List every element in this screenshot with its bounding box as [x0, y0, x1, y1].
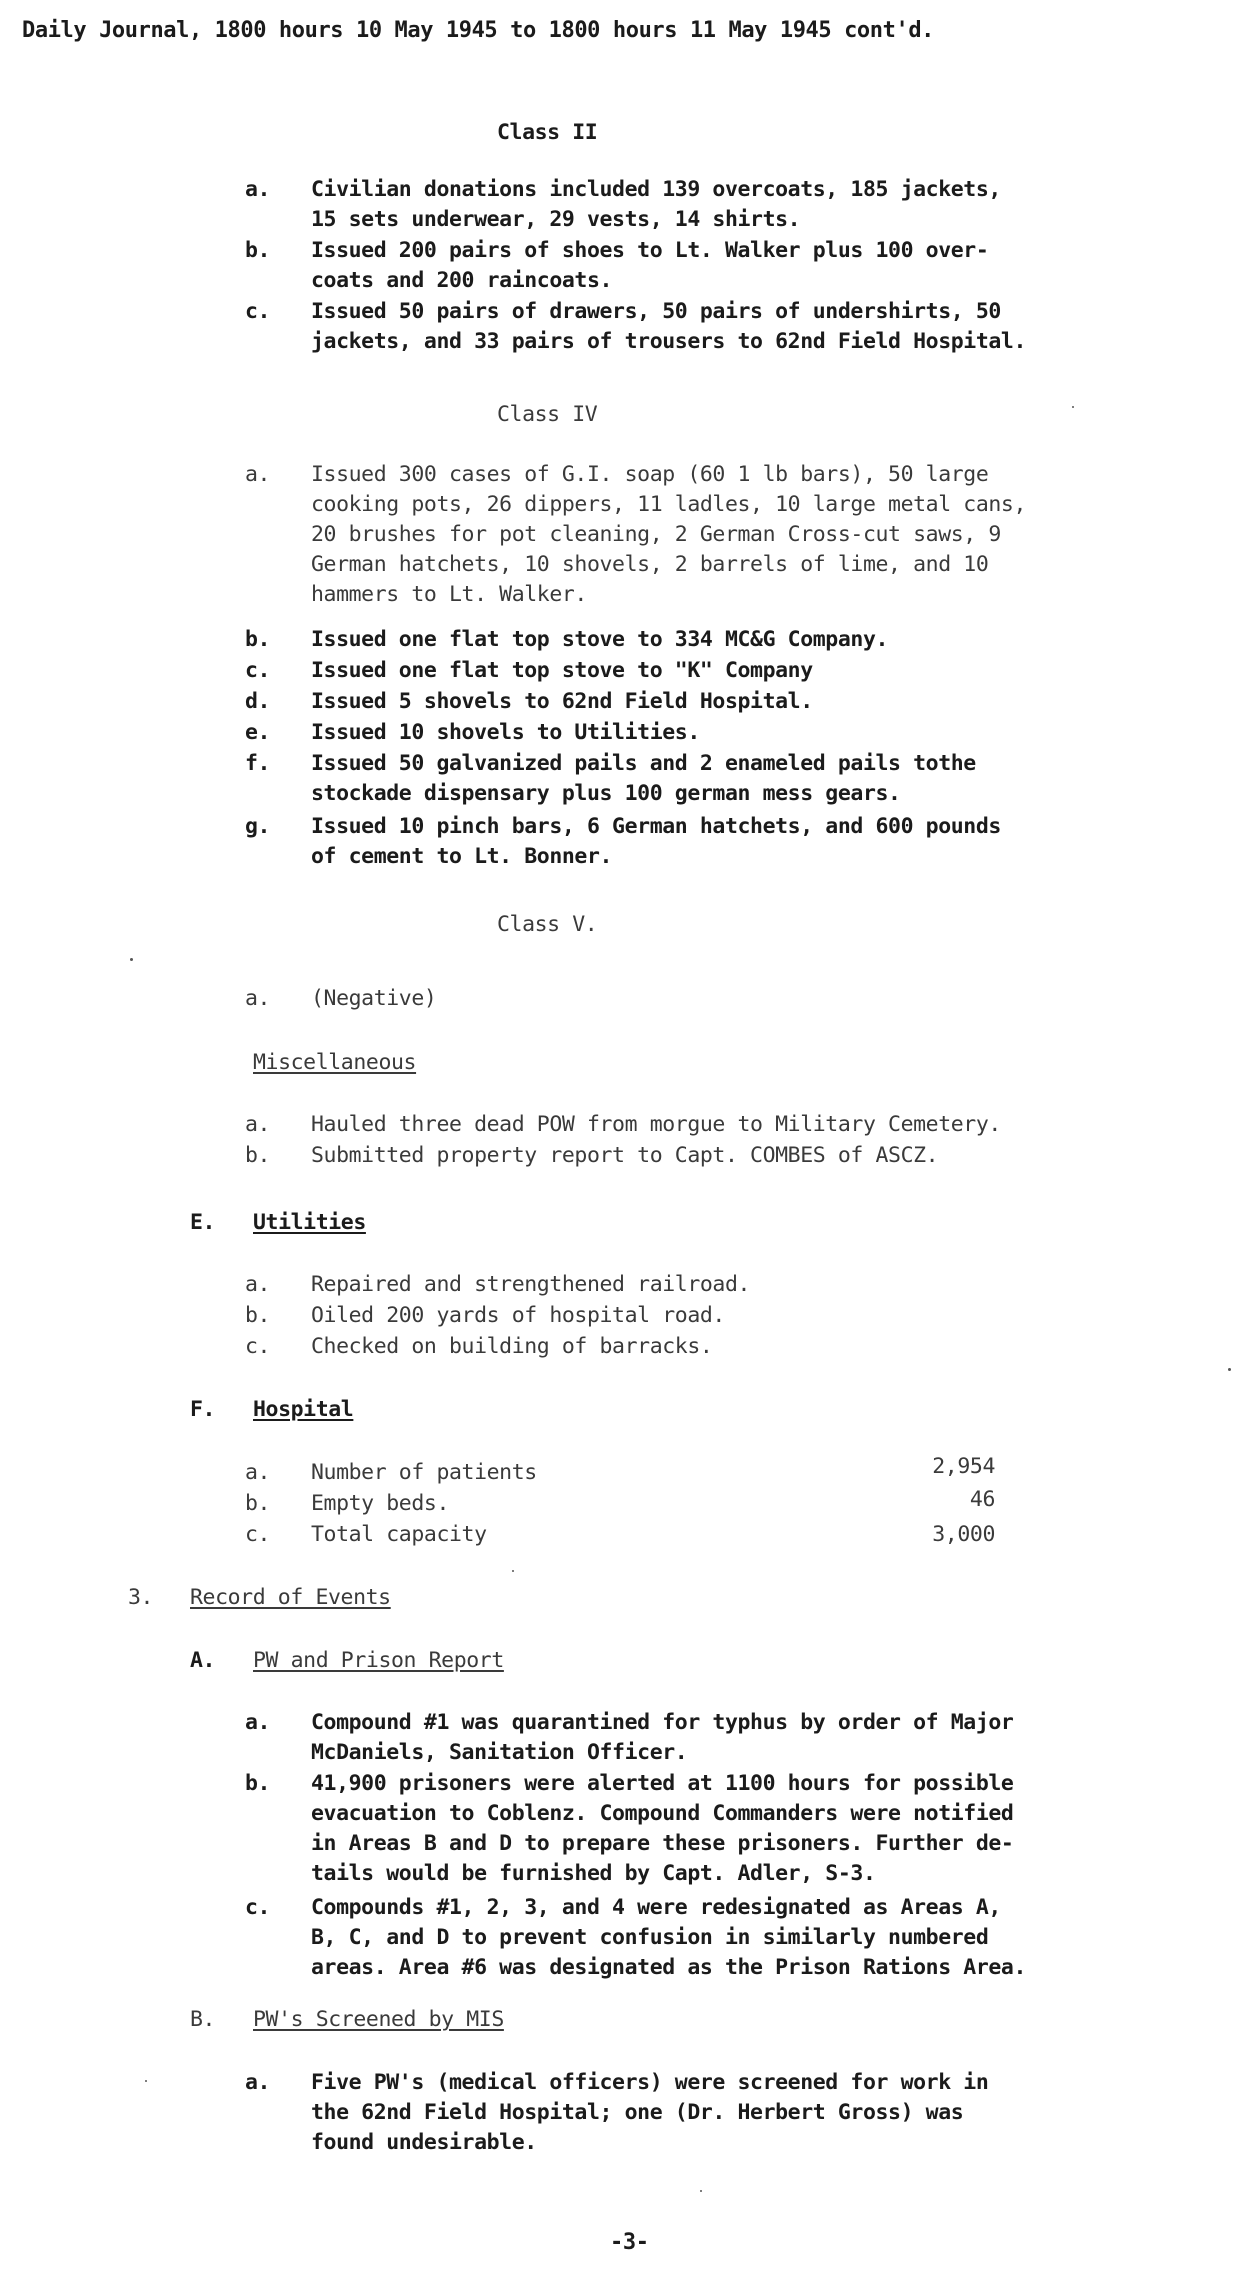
pw-report-heading: PW and Prison Report [253, 1648, 504, 1673]
item-marker: a. [245, 462, 271, 487]
item-text: Issued 10 pinch bars, 6 German hatchets, and 600 pounds of cement to Lt. Bonner. [311, 814, 1001, 869]
item-marker: b. [245, 627, 271, 652]
item-marker: c. [245, 1334, 271, 1359]
class-v-heading: Class V. [497, 912, 598, 937]
item-text: Issued 5 shovels to 62nd Field Hospital. [311, 689, 813, 714]
item-text: Five PW's (medical officers) were screened for work in the 62nd Field Hospital; one (Dr. Herbert Gross) was found undesirable. [311, 2070, 989, 2155]
item-marker: b. [245, 1771, 271, 1796]
list-item [245, 460, 1245, 610]
miscellaneous-heading: Miscellaneous [253, 1050, 417, 1075]
item-text: (Negative) [311, 986, 437, 1011]
item-marker: f. [245, 751, 271, 776]
item-marker: c. [245, 299, 271, 324]
pw-screened-letter: B. [190, 2007, 216, 2032]
item-marker: g. [245, 814, 271, 839]
item-text: Oiled 200 yards of hospital road. [311, 1303, 725, 1328]
item-marker: c. [245, 1522, 271, 1547]
list-item [245, 1893, 1245, 1983]
item-marker: c. [245, 658, 271, 683]
item-text: Submitted property report to Capt. COMBES of ASCZ. [311, 1143, 939, 1168]
list-item [245, 1769, 1245, 1889]
stat-label: Number of patients [311, 1460, 537, 1485]
item-text: Issued 300 cases of G.I. soap (60 1 lb bars), 50 large cooking pots, 26 dippers, 11 ladles, 10 large metal cans, 20 brushes for pot cleaning, 2 German Cross-cut saws, 9 German hatchets, 10 shovels, 2 barrels of lime, and 10 hammers to Lt. Walker. [311, 462, 1027, 607]
item-marker: d. [245, 689, 271, 714]
stat-value: 46 [969, 1487, 995, 1512]
item-text: Issued one flat top stove to 334 MC&G Company. [311, 627, 889, 652]
item-text: Repaired and strengthened railroad. [311, 1272, 751, 1297]
item-marker: a. [245, 2070, 271, 2095]
list-item [245, 297, 1245, 357]
pw-screened-heading: PW's Screened by MIS [253, 2007, 504, 2032]
item-text: Issued 50 pairs of drawers, 50 pairs of undershirts, 50 jackets, and 33 pairs of trousers to 62nd Field Hospital. [311, 299, 1027, 354]
item-text: Civilian donations included 139 overcoats, 185 jackets, 15 sets underwear, 29 vests, 14 shirts. [311, 177, 1001, 232]
record-number: 3. [128, 1585, 154, 1610]
list-item [245, 749, 1245, 809]
utilities-letter: E. [190, 1210, 216, 1235]
item-marker: a. [245, 1710, 271, 1735]
list-item [245, 1708, 1245, 1768]
list-item [245, 656, 1245, 686]
stat-value: 3,000 [932, 1522, 995, 1547]
item-marker: a. [245, 1460, 271, 1485]
item-text: Issued 50 galvanized pails and 2 enameled pails tothe stockade dispensary plus 100 german mess gears. [311, 751, 976, 806]
item-marker: b. [245, 1303, 271, 1328]
utilities-heading: Utilities [253, 1210, 366, 1235]
page-number: -3- [610, 2230, 649, 2255]
item-marker: b. [245, 1143, 271, 1168]
pw-report-letter: A. [190, 1648, 216, 1673]
item-text: 41,900 prisoners were alerted at 1100 hours for possible evacuation to Coblenz. Compound Commanders were notified in Areas B and D to prepare these prisoners. Further de- tails would be furnished by Capt. Adler, S-3. [311, 1771, 1014, 1886]
item-text: Issued one flat top stove to "K" Company [311, 658, 813, 683]
list-item [245, 1301, 1245, 1331]
scan-speck [145, 2080, 147, 2082]
stat-label: Total capacity [311, 1522, 487, 1547]
list-item [245, 984, 1245, 1014]
stat-label: Empty beds. [311, 1491, 449, 1516]
journal-header: Daily Journal, 1800 hours 10 May 1945 to 1800 hours 11 May 1945 cont'd. [22, 18, 935, 43]
item-text: Hauled three dead POW from morgue to Military Cemetery. [311, 1112, 1001, 1137]
item-marker: a. [245, 1112, 271, 1137]
class-iv-heading: Class IV [497, 402, 598, 427]
scan-speck [1072, 406, 1074, 408]
item-text: Issued 200 pairs of shoes to Lt. Walker plus 100 over- coats and 200 raincoats. [311, 238, 989, 293]
list-item [245, 2068, 1245, 2158]
stat-value: 2,954 [932, 1454, 995, 1479]
scan-speck [130, 958, 133, 961]
item-marker: e. [245, 720, 271, 745]
hospital-heading: Hospital [253, 1397, 354, 1422]
list-item [245, 1141, 1245, 1171]
item-text: Compound #1 was quarantined for typhus by order of Major McDaniels, Sanitation Officer. [311, 1710, 1014, 1765]
scan-speck [1228, 1368, 1231, 1371]
list-item [245, 1332, 1245, 1362]
list-item [245, 175, 1245, 235]
item-marker: b. [245, 1491, 271, 1516]
item-marker: a. [245, 1272, 271, 1297]
list-item [245, 718, 1245, 748]
item-marker: c. [245, 1895, 271, 1920]
scan-speck [700, 2190, 702, 2192]
item-marker: a. [245, 986, 271, 1011]
item-text: Issued 10 shovels to Utilities. [311, 720, 700, 745]
list-item [245, 625, 1245, 655]
list-item [245, 812, 1245, 872]
list-item [245, 687, 1245, 717]
item-text: Compounds #1, 2, 3, and 4 were redesignated as Areas A, B, C, and D to prevent confusion in similarly numbered areas. Area #6 was designated as the Prison Rations Area. [311, 1895, 1027, 1980]
hospital-letter: F. [190, 1397, 216, 1422]
list-item [245, 236, 1245, 296]
list-item [245, 1110, 1245, 1140]
item-text: Checked on building of barracks. [311, 1334, 713, 1359]
item-marker: b. [245, 238, 271, 263]
item-marker: a. [245, 177, 271, 202]
record-heading: Record of Events [190, 1585, 391, 1610]
class-ii-heading: Class II [497, 120, 598, 145]
scan-speck [512, 1570, 514, 1572]
list-item [245, 1270, 1245, 1300]
